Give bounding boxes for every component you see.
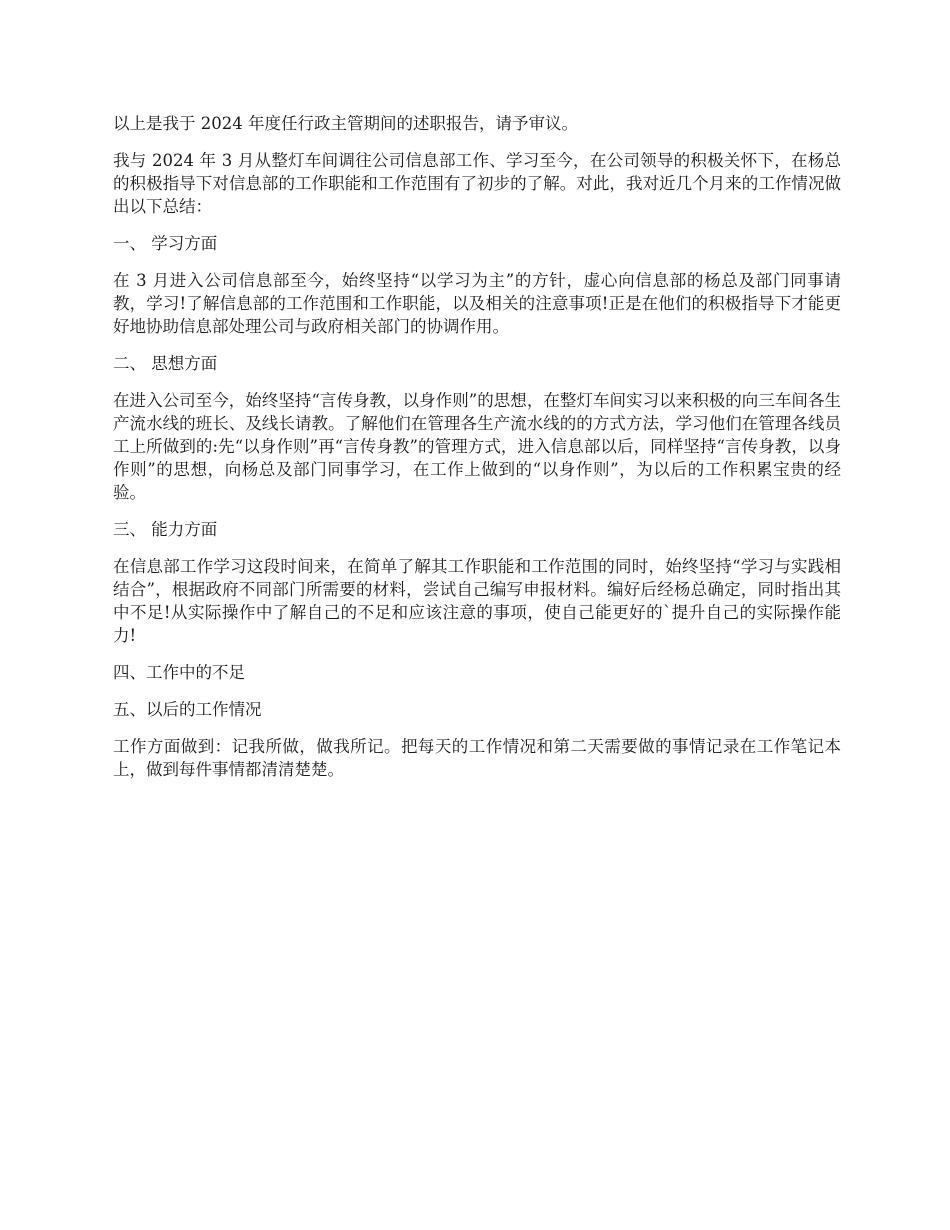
heading-shortcomings: 四、工作中的不足 (113, 663, 245, 682)
paragraph-thinking: 在进入公司至今，始终坚持“言传身教，以身作则”的思想，在整灯车间实习以来积极的向三车间各生产流水线的班长、及线长请教。了解他们在管理各生产流水线的的方式方法，学习他们在管理各线员工上所做到的:先“以身作则”再“言传身教”的管理方式，进入信息部以后，同样坚持“言传身教，以身作则”的思想，向杨总及部门同事学习，在工作上做到的“以身作则”，为以后的工作积累宝贵的经验。 (113, 391, 841, 502)
paragraph-closing-statement: 以上是我于 2024 年度任行政主管期间的述职报告，请予审议。 (113, 114, 578, 133)
document-page (113, 112, 841, 795)
paragraph-study: 在 3 月进入公司信息部至今，始终坚持“以学习为主”的方针，虚心向信息部的杨总及部门同事请教，学习!了解信息部的工作范围和工作职能，以及相关的注意事项!正是在他们的积极指导下才能更好地协助信息部处理公司与政府相关部门的协调作用。 (113, 271, 841, 336)
heading-study: 一、 学习方面 (113, 234, 218, 253)
paragraph-ability: 在信息部工作学习这段时间来，在简单了解其工作职能和工作范围的同时，始终坚持“学习与实践相结合”，根据政府不同部门所需要的材料，尝试自己编写申报材料。编好后经杨总确定，同时指出其中不足!从实际操作中了解自己的不足和应该注意的事项，使自己能更好的`提升自己的实际操作能力! (113, 557, 841, 645)
heading-future-work: 五、以后的工作情况 (113, 700, 262, 719)
paragraph-introduction: 我与 2024 年 3 月从整灯车间调往公司信息部工作、学习至今，在公司领导的积极关怀下，在杨总的积极指导下对信息部的工作职能和工作范围有了初步的了解。对此，我对近几个月来的工作情况做出以下总结： (113, 151, 841, 216)
paragraph-future-work: 工作方面做到：记我所做，做我所记。把每天的工作情况和第二天需要做的事情记录在工作笔记本上，做到每件事情都清清楚楚。 (113, 737, 841, 779)
heading-ability: 三、 能力方面 (113, 520, 218, 539)
heading-thinking: 二、 思想方面 (113, 354, 218, 373)
